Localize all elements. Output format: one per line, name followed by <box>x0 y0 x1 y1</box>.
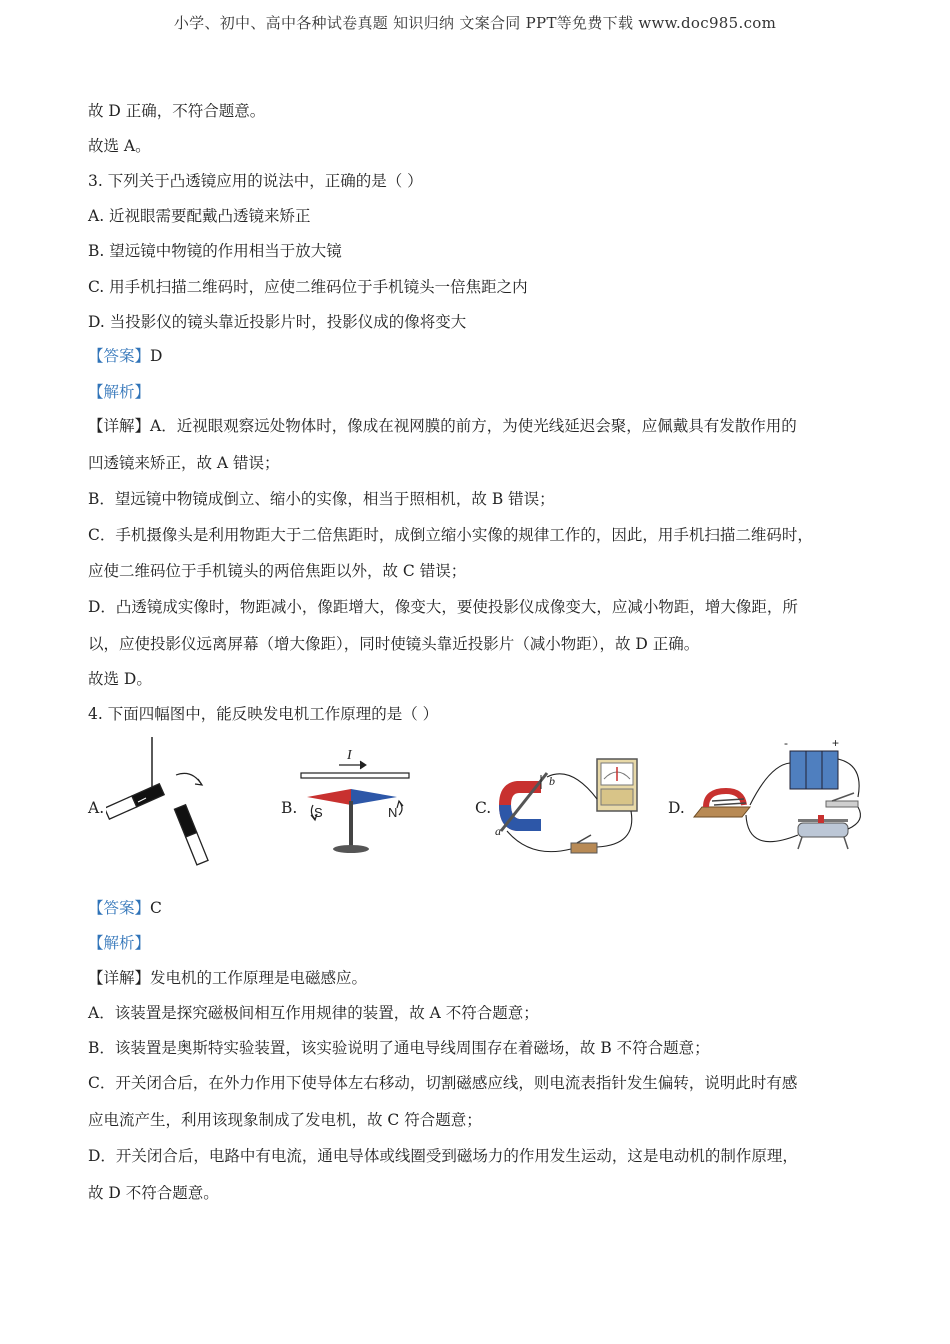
question-3-detail-3: B．望远镜中物镜成倒立、缩小的实像，相当于照相机，故 B 错误； <box>88 490 555 508</box>
question-3-detail-6: D．凸透镜成实像时，物距减小，像距增大，像变大，要使投影仪成像变大，应减小物距，增大像距，所 <box>88 598 798 616</box>
point-a-label: a <box>495 824 501 838</box>
detail-text: A．近视眼观察远处物体时，像成在视网膜的前方，为使光线延迟会聚，应佩戴具有发散作用的 <box>150 417 797 435</box>
question-4-figures <box>88 735 868 870</box>
plus-label: + <box>832 736 840 750</box>
question-3-option-d: D. 当投影仪的镜头靠近投影片时，投影仪成的像将变大 <box>88 313 467 331</box>
question-4-detail-b: B．该装置是奥斯特实验装置，该实验说明了通电导线周围存在着磁场，故 B 不符合题意； <box>88 1039 710 1057</box>
detail-tag: 【详解】 <box>88 417 151 435</box>
question-3-detail-5: 应使二维码位于手机镜头的两倍焦距以外，故 C 错误； <box>88 562 467 580</box>
text-line: 故选 A。 <box>88 137 151 155</box>
question-3-option-a: A. 近视眼需要配戴凸透镜来矫正 <box>88 207 311 225</box>
question-3-detail-1 <box>88 416 797 436</box>
question-4-analysis-heading <box>88 933 150 953</box>
current-label: I <box>347 748 352 763</box>
question-4-detail-c1: C．开关闭合后，在外力作用下使导体左右移动，切割磁感应线，则电流表指针发生偏转，说明此时有感 <box>88 1074 798 1092</box>
question-4-detail-intro <box>88 968 367 988</box>
question-4-detail-c2: 应电流产生，利用该现象制成了发电机，故 C 符合题意； <box>88 1111 482 1129</box>
answer-tag: 【答案】 <box>88 899 151 917</box>
motor-circuit-icon <box>686 735 866 870</box>
detail-text: 发电机的工作原理是电磁感应。 <box>150 969 368 987</box>
figure-a <box>88 735 258 870</box>
question-3-conclusion: 故选 D。 <box>88 670 152 688</box>
north-pole-label: N <box>388 805 398 820</box>
figure-c <box>475 735 665 870</box>
question-4-detail-a: A．该装置是探究磁极间相互作用规律的装置，故 A 不符合题意； <box>88 1004 539 1022</box>
answer-value: C <box>150 899 162 917</box>
point-b-label: b <box>549 774 555 788</box>
figure-c-label: C. <box>475 799 492 817</box>
magnets-interaction-icon <box>106 735 256 870</box>
detail-tag: 【详解】 <box>88 969 151 987</box>
page-header: 小学、初中、高中各种试卷真题 知识归纳 文案合同 PPT等免费下载 www.doc985.com <box>173 14 777 32</box>
figure-a-label: A. <box>88 799 105 817</box>
answer-tag: 【答案】 <box>88 347 151 365</box>
oersted-experiment-icon <box>299 735 449 870</box>
minus-label: - <box>784 736 788 750</box>
question-3-detail-7: 以，应使投影仪远离屏幕（增大像距），同时使镜头靠近投影片（减小物距），故 D 正确。 <box>88 635 700 653</box>
question-4-answer <box>88 898 162 918</box>
question-3-answer <box>88 346 162 366</box>
figure-d <box>668 735 868 870</box>
question-3-stem: 3. 下列关于凸透镜应用的说法中，正确的是（ ） <box>88 172 423 190</box>
analysis-tag: 【解析】 <box>88 934 151 952</box>
question-3-detail-2: 凹透镜来矫正，故 A 错误； <box>88 454 280 472</box>
question-3-option-c: C. 用手机扫描二维码时，应使二维码位于手机镜头一倍焦距之内 <box>88 278 528 296</box>
figure-b <box>281 735 451 870</box>
analysis-tag: 【解析】 <box>88 383 151 401</box>
question-3-analysis-heading <box>88 382 150 402</box>
generator-induction-icon <box>491 735 661 870</box>
question-3-detail-4: C．手机摄像头是利用物距大于二倍焦距时，成倒立缩小实像的规律工作的，因此，用手机扫描二维码时， <box>88 526 813 544</box>
question-4-detail-d2: 故 D 不符合题意。 <box>88 1184 219 1202</box>
south-pole-label: S <box>314 805 323 820</box>
figure-b-label: B. <box>281 799 298 817</box>
question-3-option-b: B. 望远镜中物镜的作用相当于放大镜 <box>88 242 342 260</box>
text-line: 故 D 正确，不符合题意。 <box>88 102 266 120</box>
question-4-stem: 4. 下面四幅图中，能反映发电机工作原理的是（ ） <box>88 705 439 723</box>
question-4-detail-d1: D．开关闭合后，电路中有电流，通电导体或线圈受到磁场力的作用发生运动，这是电动机的制作原理， <box>88 1147 798 1165</box>
figure-d-label: D. <box>668 799 685 817</box>
answer-value: D <box>150 347 163 365</box>
